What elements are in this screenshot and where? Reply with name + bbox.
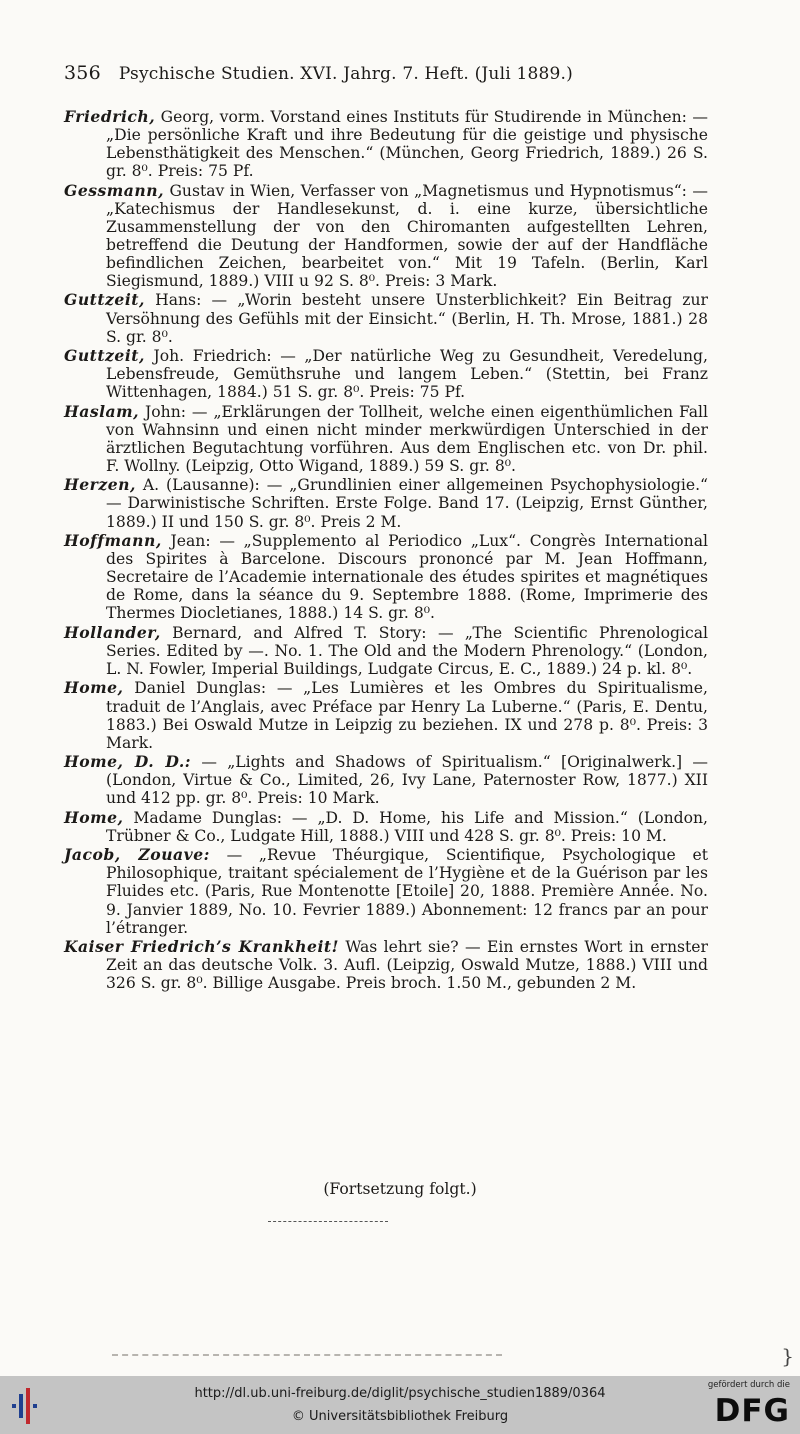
- entry-text: Hans: — „Worin besteht unsere Unsterblichkeit? Ein Beitrag zur Versöhnung des Gefühls mit der Einsicht.“ (Berlin, H. Th. Mrose, 1881.) 28 S. gr. 8⁰.: [106, 291, 708, 346]
- bibliography-entry: [64, 476, 708, 530]
- bibliography-entry: [64, 809, 708, 845]
- entry-author: Hoffmann,: [64, 531, 162, 551]
- section-divider: [268, 1221, 388, 1224]
- entry-text: Madame Dunglas: — „D. D. Home, his Life and Mission.“ (London, Trübner & Co., Ludgate Hill, 1888.) VIII und 428 S. gr. 8⁰. Preis: 10 M.: [106, 808, 708, 845]
- entry-author: Haslam,: [64, 401, 140, 421]
- bibliography-entry: [64, 403, 708, 475]
- entry-author: Hollander,: [64, 622, 161, 642]
- bibliography-entry: [64, 182, 708, 290]
- entry-author: Guttzeit,: [64, 346, 145, 366]
- page-edge-mark: }: [781, 1344, 794, 1368]
- entry-text: — „Lights and Shadows of Spiritualism.“ [Originalwerk.] — (London, Virtue & Co., Limited, 26, Ivy Lane, Paternoster Row, 1877.) XII und 412 pp. gr. 8⁰. Preis: 10 Mark.: [106, 753, 708, 808]
- bibliography-entry: [64, 679, 708, 751]
- bibliography-entry: [64, 532, 708, 622]
- bibliography-list: [64, 108, 708, 994]
- dfg-logo[interactable]: DFG: [714, 1393, 790, 1429]
- entry-author: Home,: [64, 678, 124, 698]
- bibliography-entry: [64, 291, 708, 345]
- copyright-notice: © Universitätsbibliothek Freiburg: [291, 1409, 509, 1424]
- viewer-footer: [0, 1376, 800, 1434]
- running-title: Psychische Studien. XVI. Jahrg. 7. Heft. (Juli 1889.): [118, 64, 573, 84]
- entry-author: Herzen,: [64, 475, 136, 495]
- entry-text: Joh. Friedrich: — „Der natürliche Weg zu Gesundheit, Veredelung, Lebensfreude, Gemüthsruhe und langem Leben.“ (Stettin, bei Franz Wittenhagen, 1884.) 51 S. gr. 8⁰. Preis: 75 Pf.: [106, 347, 708, 402]
- entry-text: Bernard, and Alfred T. Story: — „The Scientific Phrenological Series. Edited by —. No. 1. The Old and the Modern Phrenology.“ (London, L. N. Fowler, Imperial Buildings, Ludgate Circus, E. C., 1889.) 24 p. kl. 8⁰.: [106, 623, 708, 678]
- source-url-link[interactable]: http://dl.ub.uni-freiburg.de/diglit/psychische_studien1889/0364: [194, 1386, 606, 1401]
- funding-label: gefördert durch die: [707, 1380, 790, 1390]
- entry-text: Georg, vorm. Vorstand eines Instituts für Studirende in München: — „Die persönliche Kraft und ihre Bedeutung für die geistige und physische Lebensthätigkeit des Menschen.“ (München, Georg Friedrich, 1889.) 26 S. gr. 8⁰. Preis: 75 Pf.: [106, 108, 708, 181]
- entry-text: A. (Lausanne): — „Grundlinien einer allgemeinen Psychophysiologie.“ — Darwinistische Schriften. Erste Folge. Band 17. (Leipzig, Ernst Günther, 1889.) II und 150 S. gr. 8⁰. Preis 2 M.: [106, 476, 708, 531]
- entry-text: Jean: — „Supplemento al Periodico „Lux“. Congrès International des Spirites à Barcelone. Discours prononcé par M. Jean Hoffmann, Secretaire de l’Academie internationale des études spirites et magnétiques de Rome, dans la séance du 9. Septembre 1888. (Rome, Imprimerie des Thermes Diocletianes, 1888.) 14 S. gr. 8⁰.: [106, 532, 708, 623]
- entry-text: Gustav in Wien, Verfasser von „Magnetismus und Hypnotismus“: — „Katechismus der Handlesekunst, d. i. eine kurze, übersichtliche Zusammenstellung der von den Chiromanten aufgestellten Lehren, betreffend die Deutung der Handformen, sowie der auf der Handfläche befindlichen Zeichen, bearbeitet von.“ Mit 19 Tafeln. (Berlin, Karl Siegismund, 1889.) VIII u 92 S. 8⁰. Preis: 3 Mark.: [106, 181, 708, 290]
- entry-author: Friedrich,: [64, 107, 156, 126]
- entry-author: Home, D. D.:: [64, 752, 192, 772]
- entry-text: Was lehrt sie? — Ein ernstes Wort in ernster Zeit an das deutsche Volk. 3. Aufl. (Leipzig, Oswald Mutze, 1888.) VIII und 326 S. gr. 8⁰. Billige Ausgabe. Preis broch. 1.50 M., gebunden 2 M.: [106, 938, 708, 993]
- bleed-through-line: [112, 1354, 502, 1359]
- running-header: [64, 62, 714, 84]
- bibliography-entry: [64, 624, 708, 678]
- bibliography-entry: [64, 753, 708, 807]
- bibliography-entry: [64, 938, 708, 992]
- entry-text: Daniel Dunglas: — „Les Lumières et les Ombres du Spiritualisme, traduit de l’Anglais, avec Préface par Henry La Luberne.“ (Paris, E. Dentu, 1883.) Bei Oswald Mutze in Leipzig zu beziehen. IX und 278 p. 8⁰. Preis: 3 Mark.: [106, 679, 708, 752]
- entry-author: Gessmann,: [64, 180, 165, 200]
- entry-author: Jacob, Zouave:: [64, 845, 210, 865]
- entry-author: Home,: [64, 807, 124, 827]
- entry-text: — „Revue Théurgique, Scientifique, Psychologique et Philosophique, traitant spécialement de l’Hygiène et de la Guérison par les Fluides etc. (Paris, Rue Montenotte [Etoile] 20, 1888. Première Année. No. 9. Janvier 1889, No. 10. Fevrier 1889.) Abonnement: 12 francs par an pour l’étranger.: [106, 846, 708, 937]
- bibliography-entry: [64, 846, 708, 936]
- entry-text: John: — „Erklärungen der Tollheit, welche einen eigenthümlichen Fall von Wahnsinn und einen nicht minder merkwürdigen Unterschied in der ärztlichen Begutachtung vorführen. Aus dem Englischen etc. von Dr. phil. F. Wollny. (Leipzig, Otto Wigand, 1889.) 59 S. gr. 8⁰.: [106, 402, 708, 475]
- continuation-note: (Fortsetzung folgt.): [323, 1180, 477, 1198]
- bibliography-entry: [64, 108, 708, 180]
- page-number: 356: [64, 62, 101, 84]
- entry-author: Guttzeit,: [64, 290, 145, 310]
- entry-author: Kaiser Friedrich’s Krankheit!: [64, 937, 339, 957]
- bibliography-entry: [64, 347, 708, 401]
